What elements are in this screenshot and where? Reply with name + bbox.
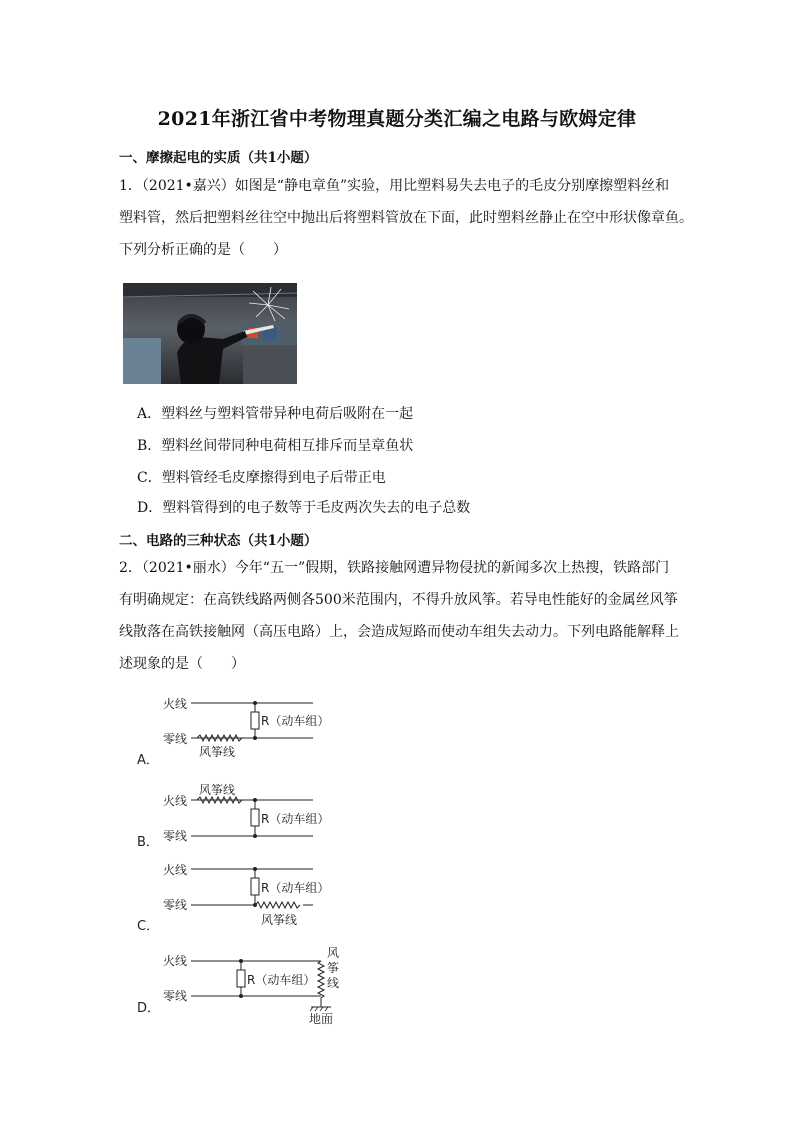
diagram-d-neutral-label: 零线: [163, 989, 188, 1003]
question-2-stem: [119, 552, 679, 680]
diagram-c-live-label: 火线: [163, 863, 188, 877]
q2-line-2: 有明确规定：在高铁线路两侧各500米范围内，不得升放风筝。若导电性能好的金属丝风筝: [119, 592, 678, 608]
q1-option-b: B．塑料丝间带同种电荷相互排斥而呈章鱼状: [137, 438, 414, 454]
diagram-c-kite-label: 风筝线: [261, 913, 298, 927]
diagram-a-resistor-label: R（动车组）: [261, 714, 330, 728]
static-octopus-photo: [123, 283, 297, 384]
diagram-b-live-label: 火线: [163, 794, 188, 808]
diagram-c-option-label: C．: [137, 919, 160, 934]
q1-line-2: 塑料管，然后把塑料丝往空中抛出后将塑料管放在下面，此时塑料丝静止在空中形状像章鱼。: [119, 210, 693, 226]
diagram-d-option-label: D．: [137, 1001, 161, 1016]
diagram-c-neutral-label: 零线: [163, 898, 188, 912]
diagram-d-live-label: 火线: [163, 954, 188, 968]
diagram-a-neutral-label: 零线: [163, 732, 188, 746]
q2-line-1: 2．（2021•丽水）今年“五一”假期，铁路接触网遭异物侵扰的新闻多次上热搜，铁路部门: [119, 560, 670, 576]
diagram-b-neutral-label: 零线: [163, 829, 188, 843]
diagram-b-option-label: B．: [137, 835, 159, 850]
diagram-a-live-label: 火线: [163, 697, 188, 711]
section-heading-2: 二、电路的三种状态（共1小题）: [119, 533, 318, 549]
q1-option-d: D．塑料管得到的电子数等于毛皮两次失去的电子总数: [137, 500, 471, 516]
circuit-diagram-d: [135, 943, 365, 1027]
diagram-d-kite-v2: 筝: [327, 961, 340, 975]
diagram-d-kite-v1: 风: [327, 946, 340, 960]
q1-line-3: 下列分析正确的是（ ）: [119, 242, 287, 258]
circuit-diagram-a: [135, 692, 355, 776]
q1-option-c: C．塑料管经毛皮摩擦得到电子后带正电: [137, 470, 386, 486]
diagram-b-kite-label: 风筝线: [199, 783, 236, 797]
diagram-d-resistor-label: R（动车组）: [247, 973, 316, 987]
diagram-d-kite-v3: 线: [327, 976, 340, 990]
q2-line-4: 述现象的是（ ）: [119, 656, 245, 672]
circuit-diagram-b: [135, 778, 355, 862]
diagram-d-ground-label: 地面: [309, 1012, 334, 1026]
diagram-a-kite-label: 风筝线: [199, 745, 236, 759]
page-title: 2021年浙江省中考物理真题分类汇编之电路与欧姆定律: [157, 108, 637, 130]
q1-line-1: 1．（2021•嘉兴）如图是“静电章鱼”实验，用比塑料易失去电子的毛皮分别摩擦塑料丝和: [119, 178, 670, 194]
diagram-b-resistor-label: R（动车组）: [261, 812, 330, 826]
q1-option-a: A．塑料丝与塑料管带异种电荷后吸附在一起: [137, 406, 414, 422]
diagram-a-option-label: A．: [137, 753, 159, 768]
q2-line-3: 线散落在高铁接触网（高压电路）上，会造成短路而使动车组失去动力。下列电路能解释上: [119, 624, 679, 640]
diagram-c-resistor-label: R（动车组）: [261, 881, 330, 895]
circuit-diagram-c: [135, 860, 355, 944]
question-1-stem: [119, 170, 693, 266]
section-heading-1: 一、摩擦起电的实质（共1小题）: [119, 150, 318, 166]
